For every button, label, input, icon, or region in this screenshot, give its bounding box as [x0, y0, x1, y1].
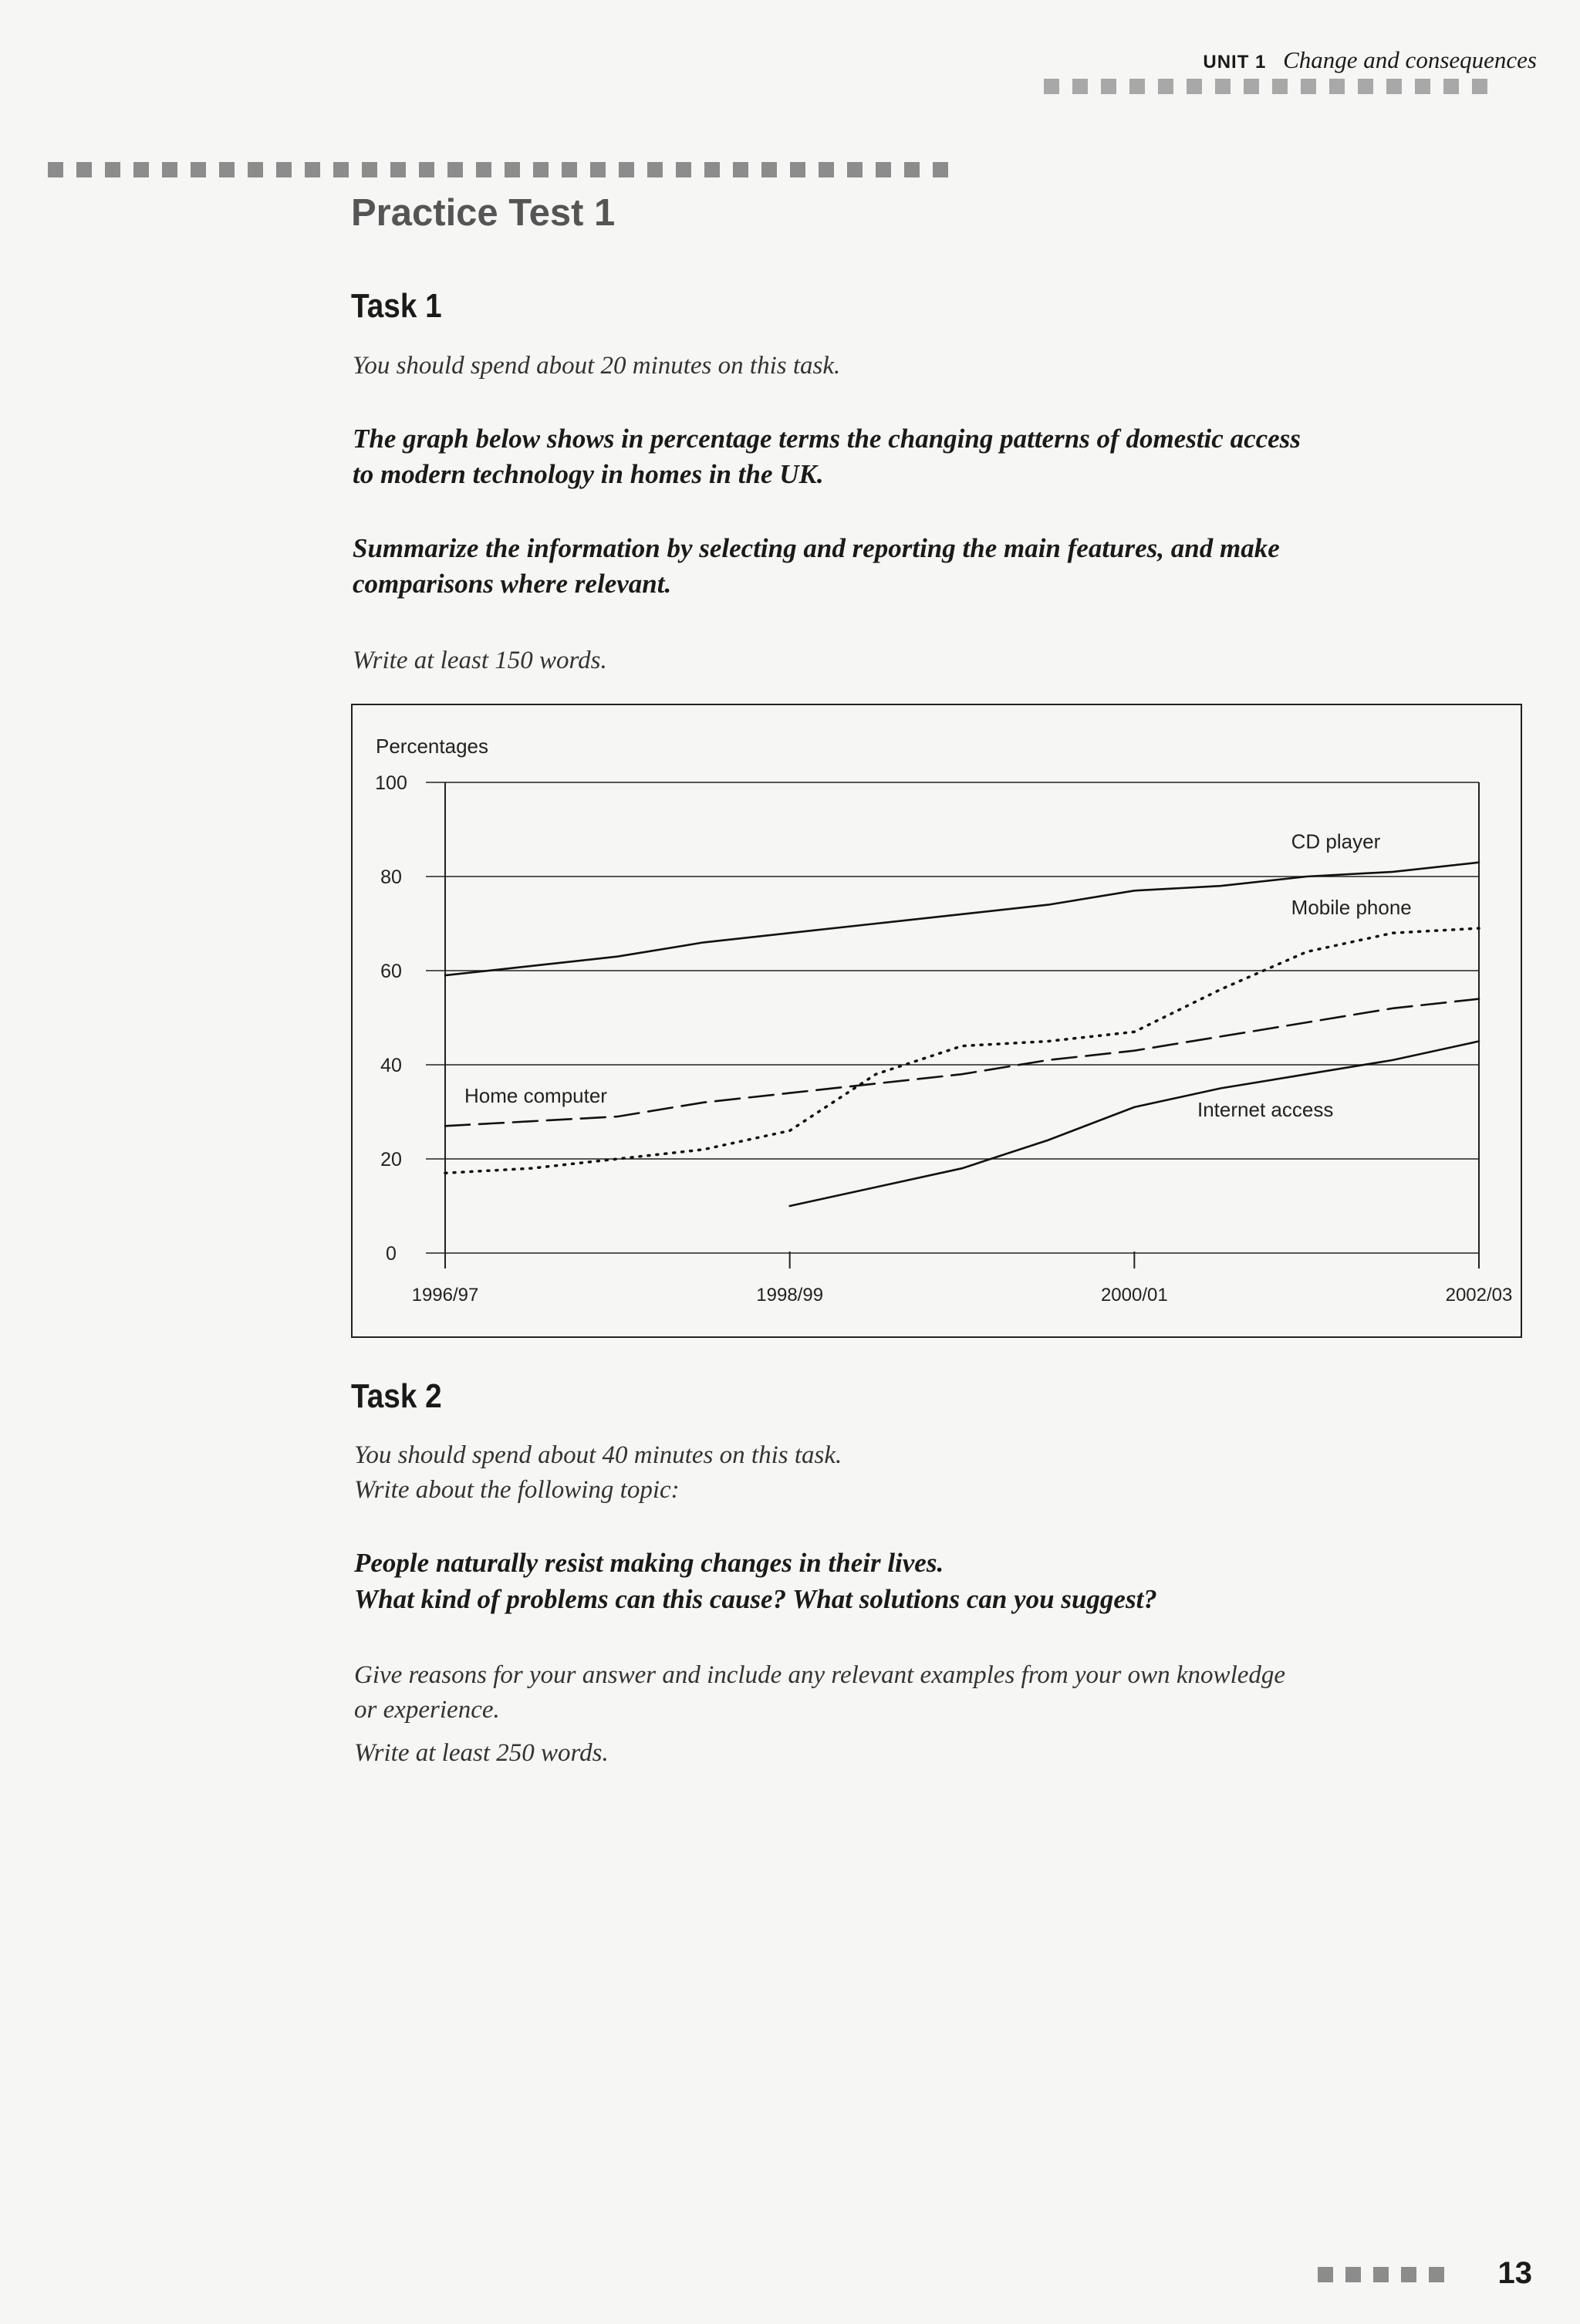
footer-square-decoration	[1318, 2267, 1444, 2282]
x-tick-label: 1998/99	[756, 1285, 824, 1306]
task2-prompt-line2: What kind of problems can this cause? What solutions can you suggest?	[354, 1584, 1157, 1614]
y-tick-label: 20	[380, 1149, 402, 1170]
y-axis-label: Percentages	[376, 735, 488, 758]
x-tick-label: 2000/01	[1100, 1285, 1168, 1306]
series-label-mobile-phone: Mobile phone	[1291, 895, 1412, 919]
task1-time-note: You should spend about 20 minutes on this task.	[353, 352, 841, 380]
task1-instruction-line1: Summarize the information by selecting and reporting the main features, and make	[353, 533, 1280, 563]
y-tick-label: 80	[380, 866, 402, 888]
task1-title: Task 1	[351, 287, 442, 325]
series-label-internet-access: Internet access	[1197, 1098, 1334, 1122]
page-number: 13	[1497, 2256, 1532, 2290]
series-label-home-computer: Home computer	[464, 1083, 607, 1107]
task2-word-count: Write at least 250 words.	[354, 1739, 609, 1767]
task2-instruction-line2: or experience.	[354, 1696, 500, 1724]
task1-instruction-line2: comparisons where relevant.	[353, 569, 672, 599]
task2-prompt-line1: People naturally resist making changes in their lives.	[354, 1548, 944, 1578]
y-tick-label: 0	[386, 1243, 397, 1265]
y-tick-label: 60	[380, 961, 402, 982]
task2-time-note: You should spend about 40 minutes on this task.	[354, 1441, 842, 1469]
page-title: Practice Test 1	[351, 192, 616, 234]
unit-subtitle: Change and consequences	[1283, 46, 1537, 73]
series-line-mobile-phone	[445, 928, 1479, 1173]
x-tick-label: 2002/03	[1445, 1285, 1513, 1306]
header-square-decoration	[1044, 79, 1487, 94]
running-header	[1203, 46, 1537, 74]
x-tick-label: 1996/97	[411, 1285, 479, 1306]
task2-instruction-line1: Give reasons for your answer and include any relevant examples from your own knowledge	[354, 1661, 1286, 1689]
title-square-decoration	[48, 162, 948, 177]
task2-topic-note: Write about the following topic:	[354, 1476, 680, 1504]
unit-label: UNIT 1	[1203, 52, 1267, 73]
series-line-internet-access	[790, 1042, 1479, 1207]
task1-prompt-line1: The graph below shows in percentage terms the changing patterns of domestic access	[353, 424, 1301, 454]
task2-title: Task 2	[351, 1377, 442, 1415]
task1-prompt-line2: to modern technology in homes in the UK.	[353, 459, 824, 489]
y-tick-label: 100	[375, 772, 407, 794]
line-chart	[353, 705, 1521, 1336]
chart-frame	[351, 704, 1522, 1338]
task1-word-count: Write at least 150 words.	[353, 647, 607, 674]
series-line-cd-player	[445, 863, 1479, 975]
y-tick-label: 40	[380, 1055, 402, 1076]
series-label-cd-player: CD player	[1291, 829, 1381, 853]
